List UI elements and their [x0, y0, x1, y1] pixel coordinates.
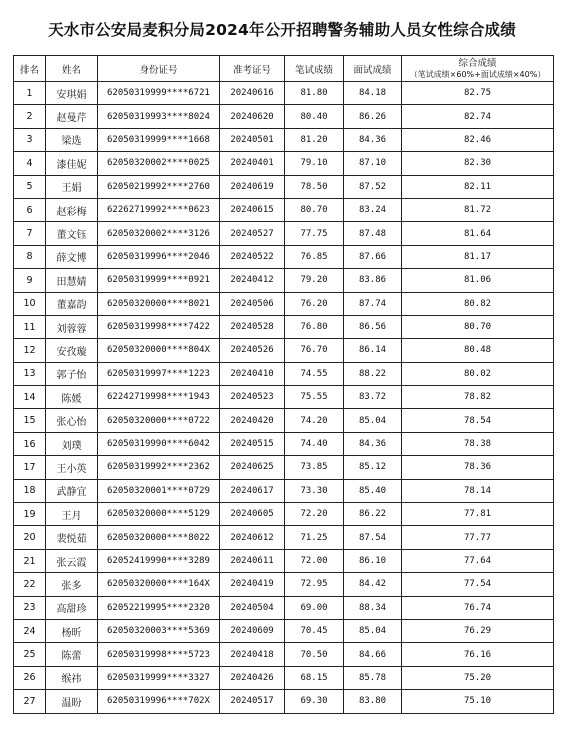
exam-number-cell: 20240611 — [220, 549, 285, 572]
exam-number-cell: 20240515 — [220, 432, 285, 455]
interview-score-cell: 83.80 — [344, 690, 402, 713]
written-score-cell: 74.55 — [285, 362, 344, 385]
id-number-cell: 62050320002****3126 — [98, 222, 220, 245]
table-row — [14, 386, 554, 409]
interview-score-cell: 86.56 — [344, 315, 402, 338]
interview-score-cell: 83.72 — [344, 386, 402, 409]
name-cell: 赵曼芹 — [46, 105, 98, 128]
written-score-cell: 81.20 — [285, 128, 344, 151]
exam-number-cell: 20240526 — [220, 339, 285, 362]
table-row — [14, 690, 554, 713]
written-score-cell: 77.75 — [285, 222, 344, 245]
written-score-cell: 79.10 — [285, 152, 344, 175]
name-cell: 薛文博 — [46, 245, 98, 268]
interview-score-cell: 86.10 — [344, 549, 402, 572]
interview-score-cell: 87.74 — [344, 292, 402, 315]
name-cell: 王娟 — [46, 175, 98, 198]
written-score-cell: 74.40 — [285, 432, 344, 455]
exam-number-cell: 20240522 — [220, 245, 285, 268]
rank-cell: 5 — [14, 175, 46, 198]
composite-score-cell: 81.17 — [402, 245, 554, 268]
name-cell: 张云霞 — [46, 549, 98, 572]
rank-cell: 13 — [14, 362, 46, 385]
interview-score-cell: 86.26 — [344, 105, 402, 128]
name-cell: 董嘉韵 — [46, 292, 98, 315]
id-number-cell: 62052219995****2320 — [98, 596, 220, 619]
written-score-cell: 76.85 — [285, 245, 344, 268]
composite-score-cell: 75.10 — [402, 690, 554, 713]
exam-number-cell: 20240528 — [220, 315, 285, 338]
document-title: 天水市公安局麦积分局2024年公开招聘警务辅助人员女性综合成绩 — [48, 21, 516, 39]
header-id-number: 身份证号 — [98, 56, 220, 82]
name-cell: 刘蓉蓉 — [46, 315, 98, 338]
interview-score-cell: 83.86 — [344, 269, 402, 292]
rank-cell: 27 — [14, 690, 46, 713]
name-cell: 王小英 — [46, 456, 98, 479]
id-number-cell: 62242719998****1943 — [98, 386, 220, 409]
interview-score-cell: 85.04 — [344, 409, 402, 432]
id-number-cell: 62050320000****804X — [98, 339, 220, 362]
written-score-cell: 69.30 — [285, 690, 344, 713]
exam-number-cell: 20240615 — [220, 198, 285, 221]
composite-score-cell: 77.64 — [402, 549, 554, 572]
exam-number-cell: 20240617 — [220, 479, 285, 502]
written-score-cell: 71.25 — [285, 526, 344, 549]
id-number-cell: 62050319996****702X — [98, 690, 220, 713]
written-score-cell: 70.50 — [285, 643, 344, 666]
exam-number-cell: 20240517 — [220, 690, 285, 713]
id-number-cell: 62050219992****2760 — [98, 175, 220, 198]
rank-cell: 18 — [14, 479, 46, 502]
table-row — [14, 596, 554, 619]
rank-cell: 9 — [14, 269, 46, 292]
rank-cell: 6 — [14, 198, 46, 221]
rank-cell: 23 — [14, 596, 46, 619]
interview-score-cell: 87.54 — [344, 526, 402, 549]
interview-score-cell: 84.36 — [344, 128, 402, 151]
composite-score-cell: 76.29 — [402, 619, 554, 642]
written-score-cell: 74.20 — [285, 409, 344, 432]
id-number-cell: 62050320000****8021 — [98, 292, 220, 315]
header-rank: 排名 — [14, 56, 46, 82]
table-row — [14, 315, 554, 338]
rank-cell: 24 — [14, 619, 46, 642]
written-score-cell: 76.20 — [285, 292, 344, 315]
composite-score-cell: 82.74 — [402, 105, 554, 128]
rank-cell: 7 — [14, 222, 46, 245]
written-score-cell: 81.80 — [285, 82, 344, 105]
written-score-cell: 75.55 — [285, 386, 344, 409]
name-cell: 武静宜 — [46, 479, 98, 502]
id-number-cell: 62050320001****0729 — [98, 479, 220, 502]
exam-number-cell: 20240609 — [220, 619, 285, 642]
id-number-cell: 62050319996****2046 — [98, 245, 220, 268]
written-score-cell: 68.15 — [285, 666, 344, 689]
interview-score-cell: 87.10 — [344, 152, 402, 175]
id-number-cell: 62050319999****1668 — [98, 128, 220, 151]
exam-number-cell: 20240504 — [220, 596, 285, 619]
id-number-cell: 62050319998****7422 — [98, 315, 220, 338]
composite-score-cell: 78.14 — [402, 479, 554, 502]
id-number-cell: 62050319997****1223 — [98, 362, 220, 385]
table-row — [14, 362, 554, 385]
interview-score-cell: 85.40 — [344, 479, 402, 502]
id-number-cell: 62050319999****3327 — [98, 666, 220, 689]
name-cell: 杨昕 — [46, 619, 98, 642]
rank-cell: 25 — [14, 643, 46, 666]
name-cell: 刘璞 — [46, 432, 98, 455]
rank-cell: 15 — [14, 409, 46, 432]
id-number-cell: 62050319992****2362 — [98, 456, 220, 479]
written-score-cell: 80.70 — [285, 198, 344, 221]
rank-cell: 14 — [14, 386, 46, 409]
score-table — [13, 55, 554, 714]
written-score-cell: 72.95 — [285, 573, 344, 596]
table-row — [14, 479, 554, 502]
id-number-cell: 62050320002****0025 — [98, 152, 220, 175]
name-cell: 漆佳妮 — [46, 152, 98, 175]
exam-number-cell: 20240410 — [220, 362, 285, 385]
table-row — [14, 128, 554, 151]
table-row — [14, 666, 554, 689]
interview-score-cell: 87.66 — [344, 245, 402, 268]
name-cell: 王月 — [46, 503, 98, 526]
id-number-cell: 62050319993****8024 — [98, 105, 220, 128]
name-cell: 高甜珍 — [46, 596, 98, 619]
composite-score-cell: 82.11 — [402, 175, 554, 198]
rank-cell: 20 — [14, 526, 46, 549]
id-number-cell: 62050320000****0722 — [98, 409, 220, 432]
name-cell: 梁选 — [46, 128, 98, 151]
name-cell: 裴悦茹 — [46, 526, 98, 549]
header-name: 姓名 — [46, 56, 98, 82]
rank-cell: 1 — [14, 82, 46, 105]
table-row — [14, 198, 554, 221]
written-score-cell: 70.45 — [285, 619, 344, 642]
interview-score-cell: 85.12 — [344, 456, 402, 479]
composite-score-cell: 82.46 — [402, 128, 554, 151]
exam-number-cell: 20240619 — [220, 175, 285, 198]
header-composite-score — [402, 56, 554, 82]
interview-score-cell: 88.22 — [344, 362, 402, 385]
table-row — [14, 573, 554, 596]
composite-score-cell: 76.74 — [402, 596, 554, 619]
rank-cell: 21 — [14, 549, 46, 572]
composite-score-cell: 80.70 — [402, 315, 554, 338]
interview-score-cell: 88.34 — [344, 596, 402, 619]
name-cell: 张心怡 — [46, 409, 98, 432]
name-cell: 安孜璇 — [46, 339, 98, 362]
interview-score-cell: 84.18 — [344, 82, 402, 105]
rank-cell: 2 — [14, 105, 46, 128]
exam-number-cell: 20240401 — [220, 152, 285, 175]
composite-score-cell: 81.72 — [402, 198, 554, 221]
written-score-cell: 76.80 — [285, 315, 344, 338]
header-interview-score: 面试成绩 — [344, 56, 402, 82]
interview-score-cell: 87.52 — [344, 175, 402, 198]
exam-number-cell: 20240616 — [220, 82, 285, 105]
table-row — [14, 339, 554, 362]
id-number-cell: 62050319999****6721 — [98, 82, 220, 105]
composite-score-cell: 81.64 — [402, 222, 554, 245]
id-number-cell: 62050320003****5369 — [98, 619, 220, 642]
table-row — [14, 245, 554, 268]
id-number-cell: 62050320000****5129 — [98, 503, 220, 526]
composite-score-cell: 80.02 — [402, 362, 554, 385]
header-composite-label: 综合成绩 — [458, 57, 497, 69]
composite-score-cell: 81.06 — [402, 269, 554, 292]
table-row — [14, 82, 554, 105]
interview-score-cell: 87.48 — [344, 222, 402, 245]
interview-score-cell: 85.78 — [344, 666, 402, 689]
composite-score-cell: 78.82 — [402, 386, 554, 409]
composite-score-cell: 77.81 — [402, 503, 554, 526]
table-row — [14, 643, 554, 666]
rank-cell: 17 — [14, 456, 46, 479]
written-score-cell: 76.70 — [285, 339, 344, 362]
composite-score-cell: 82.75 — [402, 82, 554, 105]
table-row — [14, 456, 554, 479]
written-score-cell: 72.20 — [285, 503, 344, 526]
composite-score-cell: 82.30 — [402, 152, 554, 175]
composite-score-cell: 77.54 — [402, 573, 554, 596]
table-row — [14, 432, 554, 455]
exam-number-cell: 20240612 — [220, 526, 285, 549]
written-score-cell: 80.40 — [285, 105, 344, 128]
id-number-cell: 62052419990****3289 — [98, 549, 220, 572]
interview-score-cell: 86.22 — [344, 503, 402, 526]
composite-score-cell: 78.54 — [402, 409, 554, 432]
exam-number-cell: 20240420 — [220, 409, 285, 432]
name-cell: 安琪娟 — [46, 82, 98, 105]
exam-number-cell: 20240527 — [220, 222, 285, 245]
interview-score-cell: 85.04 — [344, 619, 402, 642]
composite-score-cell: 78.38 — [402, 432, 554, 455]
composite-score-cell: 78.36 — [402, 456, 554, 479]
written-score-cell: 73.85 — [285, 456, 344, 479]
name-cell: 张多 — [46, 573, 98, 596]
header-exam-number: 准考证号 — [220, 56, 285, 82]
rank-cell: 26 — [14, 666, 46, 689]
written-score-cell: 79.20 — [285, 269, 344, 292]
written-score-cell: 73.30 — [285, 479, 344, 502]
rank-cell: 4 — [14, 152, 46, 175]
written-score-cell: 69.00 — [285, 596, 344, 619]
name-cell: 陈媛 — [46, 386, 98, 409]
id-number-cell: 62050319999****0921 — [98, 269, 220, 292]
exam-number-cell: 20240506 — [220, 292, 285, 315]
interview-score-cell: 83.24 — [344, 198, 402, 221]
rank-cell: 8 — [14, 245, 46, 268]
name-cell: 缑祎 — [46, 666, 98, 689]
rank-cell: 3 — [14, 128, 46, 151]
exam-number-cell: 20240426 — [220, 666, 285, 689]
table-row — [14, 222, 554, 245]
table-header-row — [14, 56, 554, 82]
composite-score-cell: 75.20 — [402, 666, 554, 689]
name-cell: 赵彩梅 — [46, 198, 98, 221]
exam-number-cell: 20240418 — [220, 643, 285, 666]
rank-cell: 22 — [14, 573, 46, 596]
id-number-cell: 62262719992****0623 — [98, 198, 220, 221]
header-composite-formula: （笔试成绩×60%+面试成绩×40%） — [409, 69, 546, 79]
exam-number-cell: 20240605 — [220, 503, 285, 526]
rank-cell: 19 — [14, 503, 46, 526]
id-number-cell: 62050320000****8022 — [98, 526, 220, 549]
interview-score-cell: 84.66 — [344, 643, 402, 666]
composite-score-cell: 76.16 — [402, 643, 554, 666]
rank-cell: 10 — [14, 292, 46, 315]
table-row — [14, 409, 554, 432]
id-number-cell: 62050319990****6042 — [98, 432, 220, 455]
table-row — [14, 152, 554, 175]
exam-number-cell: 20240625 — [220, 456, 285, 479]
rank-cell: 16 — [14, 432, 46, 455]
header-written-score: 笔试成绩 — [285, 56, 344, 82]
exam-number-cell: 20240501 — [220, 128, 285, 151]
id-number-cell: 62050320000****164X — [98, 573, 220, 596]
written-score-cell: 72.00 — [285, 549, 344, 572]
table-row — [14, 619, 554, 642]
id-number-cell: 62050319998****5723 — [98, 643, 220, 666]
table-row — [14, 292, 554, 315]
written-score-cell: 78.50 — [285, 175, 344, 198]
exam-number-cell: 20240419 — [220, 573, 285, 596]
exam-number-cell: 20240412 — [220, 269, 285, 292]
table-row — [14, 269, 554, 292]
name-cell: 温盼 — [46, 690, 98, 713]
name-cell: 陈蕾 — [46, 643, 98, 666]
composite-score-cell: 80.48 — [402, 339, 554, 362]
exam-number-cell: 20240620 — [220, 105, 285, 128]
name-cell: 董文钰 — [46, 222, 98, 245]
interview-score-cell: 86.14 — [344, 339, 402, 362]
table-row — [14, 105, 554, 128]
composite-score-cell: 80.82 — [402, 292, 554, 315]
table-row — [14, 526, 554, 549]
name-cell: 郭子怡 — [46, 362, 98, 385]
name-cell: 田慧婧 — [46, 269, 98, 292]
table-row — [14, 175, 554, 198]
table-row — [14, 549, 554, 572]
interview-score-cell: 84.42 — [344, 573, 402, 596]
exam-number-cell: 20240523 — [220, 386, 285, 409]
table-body — [14, 82, 554, 714]
rank-cell: 11 — [14, 315, 46, 338]
table-row — [14, 503, 554, 526]
composite-score-cell: 77.77 — [402, 526, 554, 549]
interview-score-cell: 84.36 — [344, 432, 402, 455]
rank-cell: 12 — [14, 339, 46, 362]
